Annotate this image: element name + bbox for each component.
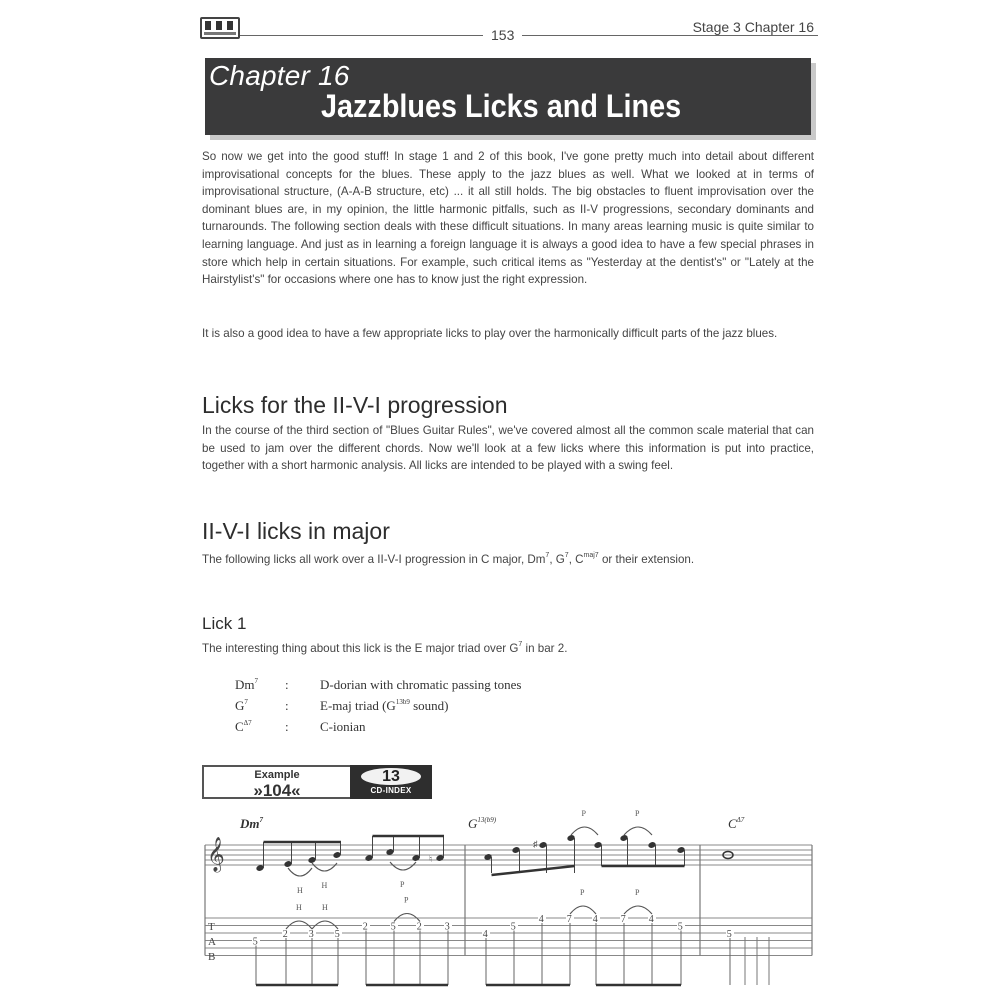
example-number: »104« xyxy=(253,781,301,800)
tab-fret-number: 5 xyxy=(726,929,732,940)
slur xyxy=(571,827,598,835)
treble-clef-icon: 𝄞 xyxy=(207,838,225,871)
section-licks-text: In the course of the third section of "Blues Guitar Rules", we've covered almost all the common scale material that can be used to jam over the different chords. Now we'll look at a few licks where this information is put into practice, together with a short harmonic analysis. All licks are intended to be played with a swing feel. xyxy=(202,424,814,473)
section-major-text: The following licks all work over a II-V-I progression in C major, Dm$^7$, $G^7$, $C^{maj7}$ or their extension. xyxy=(202,552,695,566)
chord-symbol: $C^{\Delta 7}$ xyxy=(728,816,745,831)
lick-heading: Lick 1 xyxy=(202,614,247,633)
sharp-icon: ♯ xyxy=(533,839,538,849)
articulation-label: P xyxy=(635,809,640,818)
beam xyxy=(492,866,575,875)
tab-letter: T xyxy=(208,921,215,933)
cd-index-badge: 13 CD-INDEX xyxy=(350,765,432,799)
publisher-logo-icon xyxy=(200,17,240,39)
harmonic-analysis xyxy=(235,674,521,737)
slur xyxy=(570,906,596,914)
slur xyxy=(288,868,312,876)
book-page xyxy=(200,0,818,1000)
tab-fret-number: 7 xyxy=(566,914,572,925)
tab-fret-number: 3 xyxy=(308,929,314,940)
articulation-label: P xyxy=(581,809,586,818)
tab-letter: A xyxy=(208,936,216,948)
standard-staff xyxy=(205,834,812,875)
slur xyxy=(390,862,416,870)
chapter-banner xyxy=(205,58,811,135)
chord-symbol: $G^{13(b9)}$ xyxy=(468,816,497,831)
tab-fret-number: 5 xyxy=(334,929,340,940)
tab-staff xyxy=(205,913,812,985)
tab-fret-number: 5 xyxy=(677,921,683,933)
chord-symbol: Dm$^7$ xyxy=(240,816,263,831)
running-title: Stage 3 Chapter 16 xyxy=(692,19,814,35)
tab-letter: B xyxy=(208,951,216,963)
header-rule xyxy=(240,35,818,36)
articulation-label: P xyxy=(404,895,409,905)
tab-fret-number: 4 xyxy=(592,914,598,925)
section-heading-licks: Licks for the II-V-I progression xyxy=(202,392,508,418)
tab-fret-number: 5 xyxy=(252,936,258,948)
tab-fret-number: 3 xyxy=(444,921,450,933)
slur xyxy=(624,906,652,914)
articulation-label: H xyxy=(321,881,328,890)
lick-description: The interesting thing about this lick is the E major triad over $G^7$ in bar 2. xyxy=(202,641,568,655)
tab-fret-number: 5 xyxy=(390,921,396,933)
page-number: 153 xyxy=(483,27,522,43)
intro-paragraph-1: So now we get into the good stuff! In stage 1 and 2 of this book, I've gone pretty much into detail about different improvisational concepts for the blues. These apply to the jazz blues as well. What we looked at in terms of improvisational structure, (A-A-B structure, etc) ... it all still holds. The big obstacles to fluent improvisation over the dominant blues are, in my opinion, the little harmonic pitfalls, such as II-V progressions, secondary dominants and turnarounds. The following section deals with these difficult situations. In many areas learning music is quite similar to learning language. And just as in learning a foreign language it is always a good idea to have a few special phrases in store which help in certain situations. For example, such critical items as "Yesterday at the dentist's" or "Lately at the Hairstylist's" for occasions where one has to know just the right expression. xyxy=(202,150,814,287)
analysis-row: $G^7$ : E-maj triad ($G^{13b9}$ sound) xyxy=(235,697,449,713)
music-notation xyxy=(200,805,818,995)
analysis-row: $C^{\Delta 7}$ : C-ionian xyxy=(235,718,366,734)
tab-fret-number: 4 xyxy=(538,914,544,925)
articulation-label: H xyxy=(297,886,303,895)
tab-fret-number: 2 xyxy=(362,921,368,933)
tab-fret-number: 4 xyxy=(482,929,488,940)
section-heading-major: II-V-I licks in major xyxy=(202,518,390,544)
slur xyxy=(624,827,652,835)
tab-fret-number: 7 xyxy=(620,914,626,925)
cd-track-number: 13 xyxy=(361,768,421,785)
tab-fret-number: 4 xyxy=(648,914,654,925)
analysis-row: Dm$^7$ : D-dorian with chromatic passing tones xyxy=(235,676,522,692)
chapter-title: Jazzblues Licks and Lines xyxy=(321,88,682,124)
example-label-box: Example »104« xyxy=(202,765,352,799)
slur xyxy=(312,863,337,871)
articulation-label: H xyxy=(296,903,302,912)
articulation-label: P xyxy=(580,888,585,897)
chapter-label: Chapter 16 xyxy=(209,60,350,91)
articulation-label: H xyxy=(322,903,328,912)
tab-fret-number: 2 xyxy=(282,929,288,940)
tab-fret-number: 2 xyxy=(416,921,422,933)
tab-fret-number: 5 xyxy=(510,921,516,933)
articulation-label: P xyxy=(635,888,640,897)
articulation-label: P xyxy=(400,880,405,889)
intro-paragraph-2: It is also a good idea to have a few appropriate licks to play over the harmonically difficult parts of the jazz blues. xyxy=(202,327,778,340)
sharp-icon: ♮ xyxy=(429,854,433,864)
